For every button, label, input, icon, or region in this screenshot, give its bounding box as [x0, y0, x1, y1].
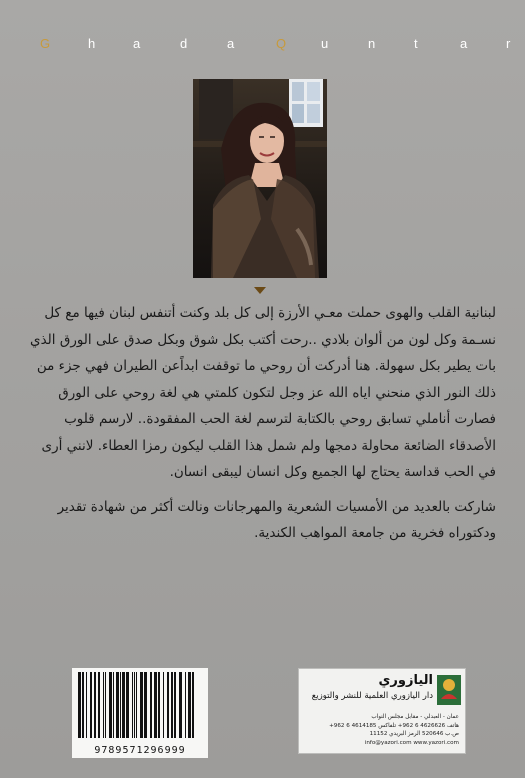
barcode-bar — [185, 672, 186, 738]
barcode-bar — [109, 672, 112, 738]
author-biography — [28, 300, 496, 547]
barcode-bars — [76, 672, 204, 740]
down-arrow-icon — [254, 287, 266, 294]
author-name-letter: u — [321, 36, 329, 51]
barcode-bar — [134, 672, 135, 738]
author-name-letter: r — [506, 36, 511, 51]
barcode-bar — [163, 672, 164, 738]
publisher-contact — [309, 713, 459, 747]
barcode-bar — [122, 672, 125, 738]
barcode-bar — [78, 672, 81, 738]
author-name-letter: Q — [276, 36, 287, 51]
barcode-bar — [174, 672, 176, 738]
author-photo — [193, 79, 327, 278]
barcode-number: 9789571296999 — [94, 745, 186, 756]
barcode-bar — [150, 672, 152, 738]
publisher-logo-icon — [437, 675, 461, 705]
author-name-letter: t — [414, 36, 418, 51]
author-name-letter: h — [88, 36, 96, 51]
barcode-bar — [179, 672, 182, 738]
author-name-letter: a — [460, 36, 468, 51]
publisher-box — [298, 668, 466, 754]
barcode-bar — [167, 672, 169, 738]
barcode-bar — [188, 672, 191, 738]
barcode-bar — [192, 672, 194, 738]
publisher-phone: هاتف 4626626 6 962+ تلفاكس 4614185 6 962+ — [329, 722, 459, 729]
barcode-bar — [116, 672, 119, 738]
publisher-po-box: ص.ب 520646 الرمز البريدي 11152 — [369, 731, 459, 737]
barcode-bar — [113, 672, 114, 738]
barcode-bar — [140, 672, 143, 738]
publisher-brand: اليازوري — [378, 673, 433, 688]
author-name-letter: a — [133, 36, 141, 51]
author-name — [0, 36, 525, 56]
barcode-bar — [126, 672, 129, 738]
barcode-bar — [171, 672, 173, 738]
publisher-full-name: دار اليازوري العلمية للنشر والتوزيع — [311, 691, 433, 701]
publisher-address: عمان - العبدلي - مقابل مجلس النواب — [371, 714, 459, 720]
author-name-letter: a — [227, 36, 235, 51]
barcode-bar — [136, 672, 137, 738]
author-name-letter: d — [180, 36, 188, 51]
barcode-bar — [98, 672, 100, 738]
barcode-bar — [144, 672, 147, 738]
bio-paragraph-1: لبنانية القلب والهوى حملت معـي الأرزة إلى كل بلد وكنت أتنفس لبنان فيها مع كل نسـمة وكل لون من ألوان بلادي ..رحت أكتب بكل شوق وبكل صدق على الورق الذي بات يطير بكل سهولة. هنا أدركت أن روحي ما توقفت ابداًعن الطيران فهي جزء من ذلك النور الذي منحني اياه الله عز وجل لتكون كلمتي هي لغة روحي على الورق فصارت أناملي تسابق روحي بالكتابة لترسم لغة الحب المفقودة.. لارسم قلوب الأصدقاء الضائعة محاولة دمجها ولم شمل هذا القلب ليكون رمزا العطاء. لانني أرى في الحب قداسة يحتاج لها الجميع وكل انسان ليبقى انسان. — [30, 305, 496, 480]
barcode-bar — [158, 672, 160, 738]
bio-paragraph-2: شاركت بالعديد من الأمسيات الشعرية والمهرجانات ونالت أكثر من شهادة تقدير ودكتوراه فخرية من جامعة المواهب الكندية. — [57, 498, 496, 541]
barcode-bar — [105, 672, 106, 738]
author-name-letter: n — [368, 36, 376, 51]
barcode-bar — [154, 672, 157, 738]
barcode-bar — [120, 672, 121, 738]
barcode-bar — [82, 672, 84, 738]
publisher-web: info@yazori.com www.yazori.com — [364, 739, 459, 746]
barcode-bar — [132, 672, 133, 738]
barcode-bar — [94, 672, 96, 738]
barcode-bar — [90, 672, 92, 738]
isbn-barcode — [72, 668, 208, 758]
author-name-letter: G — [40, 36, 51, 51]
barcode-bar — [103, 672, 104, 738]
barcode-bar — [86, 672, 87, 738]
